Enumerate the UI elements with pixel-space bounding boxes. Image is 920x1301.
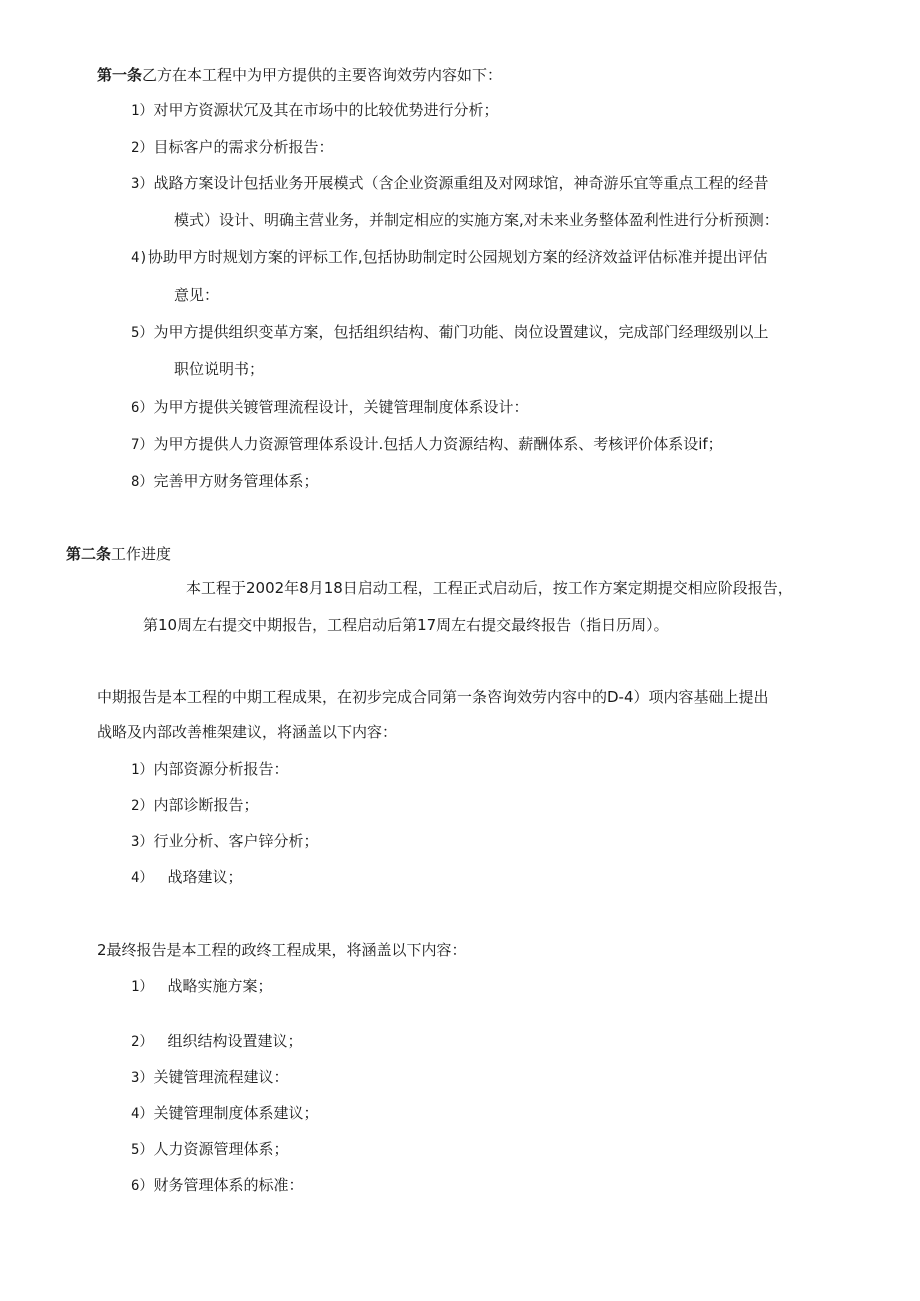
item-text: 目标客户的需求分析报告： [153,138,334,156]
item-text: 战略实施方案； [167,977,273,995]
item-number: 1） [131,979,154,995]
final-item-3 [131,1067,288,1088]
item-number: 4） [131,870,154,886]
item-text: 对甲方资源状冗及其在市场中的比较优势进行分析； [153,101,499,119]
article1-item-8 [131,471,318,492]
item-number: 1） [131,103,154,119]
item-text: 组织结构设置建议； [167,1032,303,1050]
article1-item-1 [131,100,498,121]
item-text: 关键管理流程建议： [153,1068,289,1086]
item-number: 2） [131,140,154,156]
item-text: 战珞建议； [167,868,243,886]
item-number: 6） [131,400,154,416]
item-number: 4） [131,1106,154,1122]
item-text: 完善甲方财务管理体系； [153,472,319,490]
midterm-line2: 战略及内部改善椎架建议，将涵盖以下内容： [97,723,398,741]
article1-item-5-cont: 职位说明书； [174,360,265,378]
article1-item-3-cont: 模式）设计、明确主营业务，并制定相应的实施方案,对未来业务整体盈利性进行分析预测： [174,211,779,229]
item-number: 2） [131,1034,154,1050]
article1-intro: 乙方在本工程中为甲方提供的主要咨询效劳内容如下： [142,66,503,84]
item-text: 行业分析、客户锌分析； [153,832,319,850]
article1-item-2 [131,137,333,158]
item-number: 7） [131,437,154,453]
item-text: 为甲方提供关镀管理流程设计，关键管理制度体系设计： [153,398,529,416]
item-number: 2） [131,798,154,814]
article2-para-line1: 本工程于2002年8月18日启动工程，工程正式启动后，按工作方案定期提交相应阶段报告， [186,579,793,597]
midterm-item-3 [131,831,318,852]
item-number: 3） [131,176,154,192]
item-text: 为甲方提供组织变革方案，包括组织结构、葡门功能、岗位设置建议，完成部门经理级别以上 [153,323,769,341]
midterm-item-2 [131,795,258,816]
item-number: 4) [131,250,148,266]
article1-intro-line [97,65,502,85]
final-item-6 [131,1175,303,1196]
final-item-2 [131,1031,302,1052]
item-number: 5） [131,325,154,341]
item-number: 6） [131,1178,154,1194]
item-text: 人力资源管理体系； [153,1140,289,1158]
article1-item-3 [131,173,768,194]
article1-item-5 [131,322,768,343]
midterm-item-4 [131,867,242,888]
final-item-1 [131,976,272,997]
article2-para-line2: 第10周左右提交中期报告，工程启动后第17周左右提交最终报告（指日历周）。 [143,616,669,634]
item-text: 内部诊断报告； [153,796,259,814]
item-text: 战路方案设计包括业务开展模式（含企业资源重组及对网球馆，神奇游乐宜等重点工程的经昔 [153,174,769,192]
item-text: 为甲方提供人力资源管理体系设计.包括人力资源结构、薪酬体系、考核评价体系设if； [153,435,723,453]
article1-item-7 [131,434,723,455]
article1-item-4-cont: 意见： [174,286,220,304]
item-number: 5） [131,1142,154,1158]
item-number: 3） [131,834,154,850]
midterm-item-1 [131,759,288,780]
article2-title: 工作进度 [111,545,172,563]
article2-heading-line [66,544,171,564]
item-number: 8） [131,474,154,490]
item-text: 协助甲方时规划方案的评标工作,包括协助制定时公园规划方案的经济效益评估标准并提出评估 [147,248,768,266]
article1-item-4 [131,247,768,268]
item-text: 财务管理体系的标准： [153,1176,304,1194]
item-number: 3） [131,1070,154,1086]
final-intro: 2最终报告是本工程的政终工程成果，将涵盖以下内容： [97,941,467,959]
final-item-5 [131,1139,288,1160]
article2-heading: 第二条 [66,545,112,563]
final-item-4 [131,1103,318,1124]
article1-item-6 [131,397,528,418]
item-text: 关键管理制度体系建议； [153,1104,319,1122]
item-text: 内部资源分析报告： [153,760,289,778]
item-number: 1） [131,762,154,778]
article1-heading: 第一条 [97,66,143,84]
midterm-line1: 中期报告是本工程的中期工程成果，在初步完成合同第一条咨询效劳内容中的D-4）项内容基础上提出 [97,688,769,706]
